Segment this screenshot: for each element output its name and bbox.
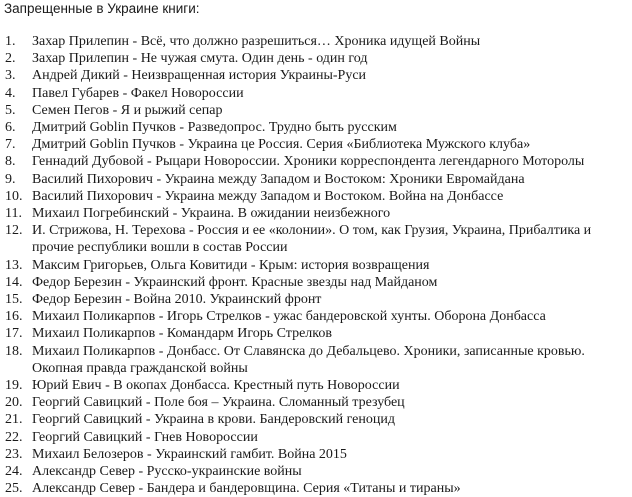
list-item-text: Михаил Поликарпов - Командарм Игорь Стрелков bbox=[32, 326, 332, 342]
list-item-text: Павел Губарев - Факел Новороссии bbox=[32, 85, 244, 101]
list-item-text: Александр Север - Бандера и бандеровщина. Серия «Титаны и тираны» bbox=[32, 481, 461, 497]
list-item bbox=[0, 119, 632, 136]
list-item bbox=[0, 274, 632, 291]
list-item bbox=[0, 153, 632, 170]
list-item bbox=[0, 67, 632, 84]
list-item-number: 25. bbox=[5, 481, 23, 497]
list-item bbox=[0, 33, 632, 50]
list-item-text: Василий Пихорович - Украина между Западом и Востоком. Война на Донбассе bbox=[32, 188, 504, 204]
list-item-number: 20. bbox=[5, 395, 23, 411]
list-item bbox=[0, 50, 632, 67]
list-item-number: 18. bbox=[5, 343, 23, 359]
list-item-number: 5. bbox=[5, 102, 16, 118]
list-item-number: 16. bbox=[5, 309, 23, 325]
list-item-number: 22. bbox=[5, 429, 23, 445]
list-item-number: 15. bbox=[5, 292, 23, 308]
book-list bbox=[0, 33, 632, 497]
list-item-number: 11. bbox=[5, 206, 22, 222]
list-item-text: Георгий Савицкий - Поле боя – Украина. Сломанный трезубец bbox=[32, 395, 405, 411]
list-item bbox=[0, 463, 632, 480]
list-item-text: Геннадий Дубовой - Рыцари Новороссии. Хроники корреспондента легендарного Моторолы bbox=[32, 154, 585, 170]
list-item bbox=[0, 480, 632, 497]
list-item-text: Георгий Савицкий - Гнев Новороссии bbox=[32, 429, 258, 445]
list-item-text: Михаил Погребинский - Украина. В ожидании неизбежного bbox=[32, 206, 391, 222]
list-item bbox=[0, 411, 632, 428]
list-item-number: 8. bbox=[5, 154, 16, 170]
list-item-text: Михаил Поликарпов - Донбасс. От Славянска до Дебальцево. Хроники, записанные кровью. Окопная правда гражданской войны bbox=[32, 343, 585, 376]
list-item-number: 21. bbox=[5, 412, 23, 428]
list-item bbox=[0, 291, 632, 308]
list-item-number: 6. bbox=[5, 120, 16, 136]
list-item-number: 19. bbox=[5, 378, 23, 394]
list-item-text: Максим Григорьев, Ольга Ковитиди - Крым: история возвращения bbox=[32, 257, 430, 273]
list-item-number: 4. bbox=[5, 85, 16, 101]
list-item bbox=[0, 222, 632, 256]
list-item bbox=[0, 429, 632, 446]
list-item-number: 14. bbox=[5, 274, 23, 290]
list-item-text: Захар Прилепин - Всё, что должно разрешиться… Хроника идущей Войны bbox=[32, 34, 481, 49]
list-item-text: Федор Березин - Война 2010. Украинский фронт bbox=[32, 292, 322, 308]
list-item-number: 10. bbox=[5, 188, 23, 204]
list-item-text: Семен Пегов - Я и рыжий сепар bbox=[32, 102, 223, 118]
list-item-text: Василий Пихорович - Украина между Западом и Востоком: Хроники Евромайдана bbox=[32, 171, 525, 187]
list-item-text: Георгий Савицкий - Украина в крови. Бандеровский геноцид bbox=[32, 412, 395, 428]
list-item bbox=[0, 102, 632, 119]
list-item-number: 1. bbox=[5, 34, 16, 49]
list-item bbox=[0, 171, 632, 188]
list-item-number: 2. bbox=[5, 51, 16, 67]
list-item bbox=[0, 343, 632, 377]
list-item bbox=[0, 325, 632, 342]
list-item bbox=[0, 188, 632, 205]
list-item-number: 13. bbox=[5, 257, 23, 273]
list-item bbox=[0, 446, 632, 463]
list-item bbox=[0, 257, 632, 274]
list-item-number: 7. bbox=[5, 137, 16, 153]
document-heading: Запрещенные в Украине книги: bbox=[4, 1, 200, 16]
list-item-text: И. Стрижова, Н. Терехова - Россия и ее «колонии». О том, как Грузия, Украина, Прибалтика и прочие республики вошли в состав России bbox=[32, 223, 592, 256]
list-item-text: Юрий Евич - В окопах Донбасса. Крестный путь Новороссии bbox=[32, 378, 400, 394]
list-item-text: Михаил Белозеров - Украинский гамбит. Война 2015 bbox=[32, 446, 347, 462]
list-item-number: 24. bbox=[5, 464, 23, 480]
list-item bbox=[0, 308, 632, 325]
list-item-text: Захар Прилепин - Не чужая смута. Один день - один год bbox=[32, 51, 368, 67]
list-item bbox=[0, 394, 632, 411]
list-item-number: 12. bbox=[5, 223, 23, 239]
list-item-number: 9. bbox=[5, 171, 16, 187]
list-item-text: Андрей Дикий - Неизвращенная история Украины-Руси bbox=[32, 68, 367, 84]
list-item bbox=[0, 377, 632, 394]
list-item-text: Федор Березин - Украинский фронт. Красные звезды над Майданом bbox=[32, 274, 438, 290]
list-item-number: 3. bbox=[5, 68, 16, 84]
list-item bbox=[0, 85, 632, 102]
list-item-number: 23. bbox=[5, 446, 23, 462]
list-item bbox=[0, 205, 632, 222]
list-item-text: Дмитрий Goblin Пучков - Украина це Россия. Серия «Библиотека Мужского клуба» bbox=[32, 137, 531, 153]
list-item-text: Михаил Поликарпов - Игорь Стрелков - ужас бандеровской хунты. Оборона Донбасса bbox=[32, 309, 546, 325]
list-item-text: Дмитрий Goblin Пучков - Разведопрос. Трудно быть русским bbox=[32, 120, 397, 136]
list-item-number: 17. bbox=[5, 326, 23, 342]
list-item bbox=[0, 136, 632, 153]
list-item-text: Александр Север - Русско-украинские войны bbox=[32, 464, 302, 480]
